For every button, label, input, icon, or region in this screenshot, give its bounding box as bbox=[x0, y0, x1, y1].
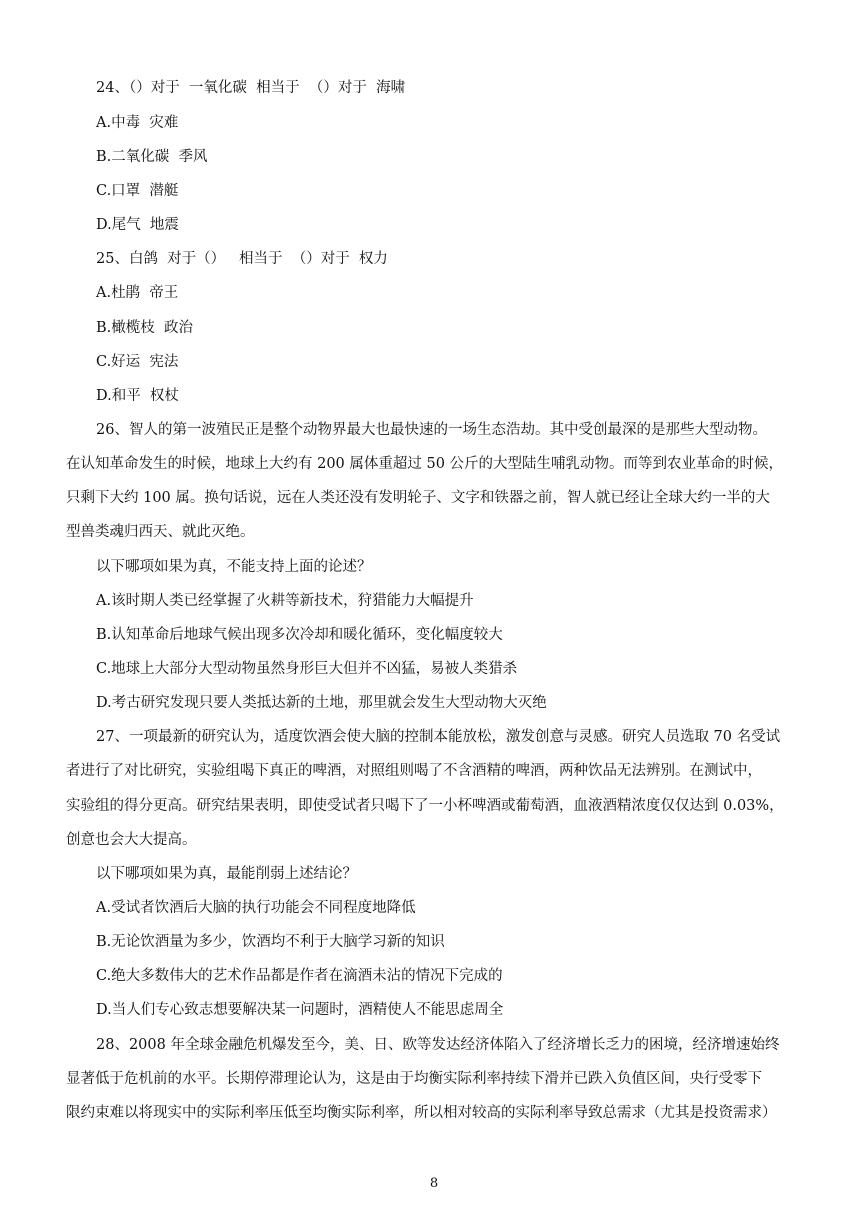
question-27-prompt: 以下哪项如果为真，最能削弱上述结论？ bbox=[96, 866, 357, 882]
question-27-option-d: D.当人们专心致志想要解决某一问题时，酒精使人不能思虑周全 bbox=[96, 1002, 504, 1018]
question-25-option-b: B.橄榄枝 政治 bbox=[96, 320, 193, 336]
question-27-option-b: B.无论饮酒量为多少，饮酒均不利于大脑学习新的知识 bbox=[96, 934, 445, 950]
question-27-passage-line: 创意也会大大提高。 bbox=[66, 832, 197, 848]
question-26-prompt: 以下哪项如果为真，不能支持上面的论述？ bbox=[96, 559, 372, 575]
question-28-passage-line: 限约束难以将现实中的实际利率压低至均衡实际利率，所以相对较高的实际利率导致总需求（尤其是投资需求） bbox=[66, 1105, 777, 1121]
question-25-option-d: D.和平 权杖 bbox=[96, 388, 179, 404]
question-27-option-a: A.受试者饮酒后大脑的执行功能会不同程度地降低 bbox=[96, 900, 416, 916]
question-28-passage-line: 28、2008 年全球金融危机爆发至今，美、日、欧等发达经济体陷入了经济增长乏力的困境，经济增速始终 bbox=[96, 1037, 780, 1053]
question-27-passage-line: 27、一项最新的研究认为，适度饮酒会使大脑的控制本能放松，激发创意与灵感。研究人员选取 70 名受试 bbox=[96, 729, 781, 745]
question-24-option-d: D.尾气 地震 bbox=[96, 217, 179, 233]
question-27-passage-line: 实验组的得分更高。研究结果表明，即使受试者只喝下了一小杯啤酒或葡萄酒，血液酒精浓度仅仅达到 0.03%， bbox=[66, 798, 784, 814]
question-24-option-a: A.中毒 灾难 bbox=[96, 115, 179, 131]
question-24-option-c: C.口罩 潜艇 bbox=[96, 183, 179, 199]
page-number: 8 bbox=[429, 1176, 439, 1191]
question-26-passage-line: 只剩下大约 100 属。换句话说，远在人类还没有发明轮子、文字和铁器之前，智人就已经让全球大约一半的大 bbox=[66, 490, 770, 506]
question-27-option-c: C.绝大多数伟大的艺术作品都是作者在滴酒未沾的情况下完成的 bbox=[96, 968, 503, 984]
question-24-option-b: B.二氧化碳 季风 bbox=[96, 149, 208, 165]
question-25-option-c: C.好运 宪法 bbox=[96, 354, 179, 370]
question-26-option-d: D.考古研究发现只要人类抵达新的土地，那里就会发生大型动物大灭绝 bbox=[96, 695, 547, 711]
question-26-option-c: C.地球上大部分大型动物虽然身形巨大但并不凶猛，易被人类猎杀 bbox=[96, 661, 518, 677]
question-26-passage-line: 型兽类魂归西天、就此灭绝。 bbox=[66, 524, 255, 540]
question-26-option-a: A.该时期人类已经掌握了火耕等新技术，狩猎能力大幅提升 bbox=[96, 593, 474, 609]
question-27-passage-line: 者进行了对比研究，实验组喝下真正的啤酒，对照组则喝了不含酒精的啤酒，两种饮品无法辨别。在测试中， bbox=[66, 763, 762, 779]
question-25-stem: 25、白鸽 对于（） 相当于 （）对于 权力 bbox=[96, 251, 388, 267]
question-24-stem: 24、（）对于 一氧化碳 相当于 （）对于 海啸 bbox=[96, 80, 406, 96]
question-26-passage-line: 在认知革命发生的时候，地球上大约有 200 属体重超过 50 公斤的大型陆生哺乳动物。而等到农业革命的时候， bbox=[66, 456, 784, 472]
question-26-passage-line: 26、智人的第一波殖民正是整个动物界最大也最快速的一场生态浩劫。其中受创最深的是那些大型动物。 bbox=[96, 422, 767, 438]
question-25-option-a: A.杜鹃 帝王 bbox=[96, 285, 179, 301]
question-26-option-b: B.认知革命后地球气候出现多次冷却和暖化循环，变化幅度较大 bbox=[96, 627, 503, 643]
question-28-passage-line: 显著低于危机前的水平。长期停滞理论认为，这是由于均衡实际利率持续下滑并已跌入负值区间，央行受零下 bbox=[66, 1071, 762, 1087]
